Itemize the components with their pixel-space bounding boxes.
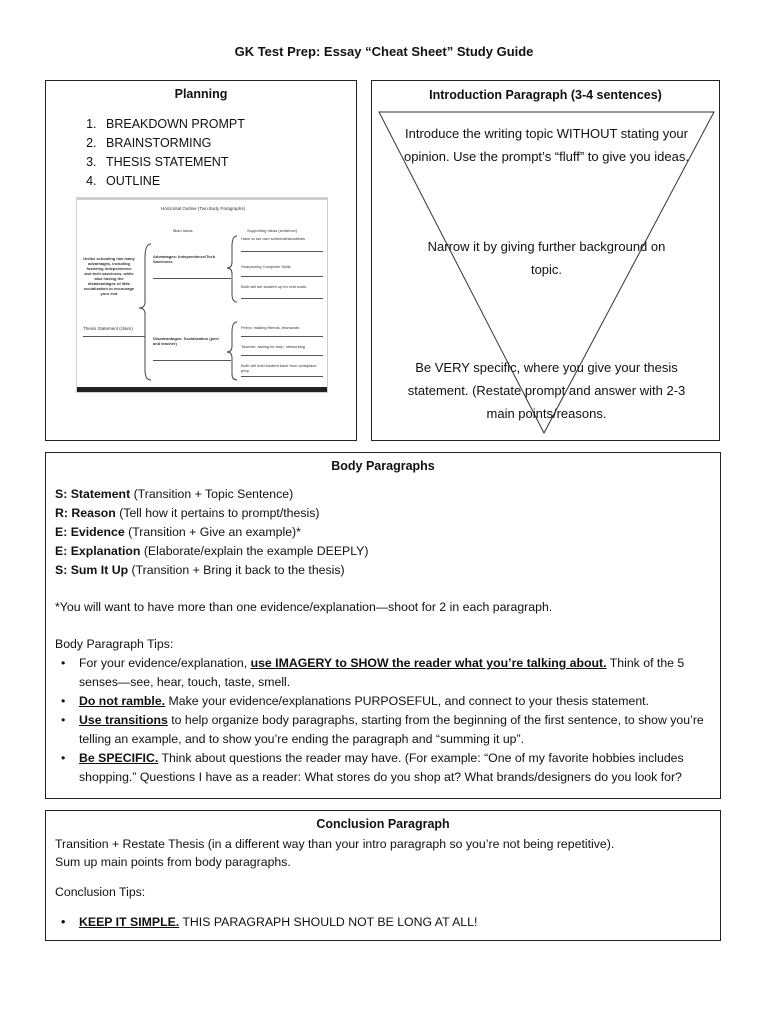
outline-prompt-text: Unlike schooling has many advantages, including fostering independence and tech-savviness, while also having the disadvantages of little socialization to encourage your end	[83, 256, 135, 296]
outline-col-main: Main Ideas	[173, 228, 193, 233]
conclusion-heading: Conclusion Paragraph	[316, 817, 450, 831]
outline-support-2b: Teacher: asking for help, networking	[241, 344, 306, 349]
body-tip: • Use transitions to help organize body paragraphs, starting from the beginning of the first sentence, to show you’re telling an example, and to show you’re ending the paragraph and “summing it up”.	[55, 711, 711, 749]
evidence-note: *You will want to have more than one evidence/explanation—shoot for 2 in each paragraph.	[55, 600, 553, 614]
planning-step: 1. BREAKDOWN PROMPT	[100, 115, 356, 134]
intro-part-1: Introduce the writing topic WITHOUT stating your opinion. Use the prompt’s “fluff” to give you ideas.	[404, 126, 689, 164]
body-tip: • For your evidence/explanation, use IMAGERY to SHOW the reader what you’re talking about. Think of the 5 senses—see, hear, touch, taste, smell.	[55, 654, 711, 692]
body-paragraphs-box	[45, 452, 721, 799]
outline-brackets	[77, 198, 329, 394]
serse-item: R: Reason (Tell how it pertains to prompt/thesis)	[55, 506, 320, 520]
outline-col-support: Supporting Ideas (evidence)	[247, 228, 298, 233]
conclusion-tips-heading: Conclusion Tips:	[55, 885, 146, 899]
body-heading: Body Paragraphs	[331, 459, 435, 473]
outline-support-2a: Peers: making friends, teamwork	[241, 325, 300, 330]
body-tips-list	[55, 654, 711, 787]
body-tips-heading: Body Paragraph Tips:	[55, 637, 174, 651]
intro-part-2: Narrow it by giving further background on topic.	[427, 239, 666, 277]
planning-heading: Planning	[174, 87, 228, 101]
planning-step: 2. BRAINSTORMING	[100, 134, 356, 153]
planning-step: 4. OUTLINE	[100, 172, 356, 191]
intro-box	[371, 80, 720, 441]
horizontal-outline-image	[76, 197, 328, 393]
planning-steps-list	[46, 115, 356, 191]
outline-support-1c: Both will set student up for real world	[241, 284, 307, 289]
planning-box	[45, 80, 357, 441]
conclusion-box	[45, 810, 721, 941]
outline-support-1b: Sharpening Computer Skills	[241, 264, 291, 269]
outline-support-2c: Both will hold student back from workplace prep	[241, 363, 317, 373]
serse-list	[55, 485, 711, 580]
conclusion-tip: • KEEP IT SIMPLE. THIS PARAGRAPH SHOULD NOT BE LONG AT ALL!	[55, 913, 711, 931]
intro-part-3: Be VERY specific, where you give your thesis statement. (Restate prompt and answer with 2-3 main points/reasons.	[407, 360, 686, 421]
outline-support-1a: Have to set own schedule/deadlines	[241, 236, 306, 241]
outline-main-1: Advantages: Independence/Tech Savviness	[153, 254, 216, 264]
serse-item: E: Explanation (Elaborate/explain the example DEEPLY)	[55, 544, 369, 558]
intro-heading: Introduction Paragraph (3-4 sentences)	[429, 88, 662, 102]
outline-main-2: Disadvantages: Socialization (peer and teacher)	[153, 336, 220, 346]
outline-thesis-label: Thesis Statement (claim)	[83, 326, 133, 331]
serse-item: S: Sum It Up (Transition + Bring it back to the thesis)	[55, 563, 345, 577]
serse-item: S: Statement (Transition + Topic Sentence)	[55, 487, 294, 501]
planning-step: 3. THESIS STATEMENT	[100, 153, 356, 172]
page-title: GK Test Prep: Essay “Cheat Sheet” Study Guide	[234, 44, 534, 59]
conclusion-line-1: Transition + Restate Thesis (in a different way than your intro paragraph so you’re not being repetitive).	[55, 837, 615, 851]
body-tip: • Be SPECIFIC. Think about questions the reader may have. (For example: “One of my favorite hobbies includes shopping.” Questions I have as a reader: What stores do you shop at? What brands/designers do you look for?	[55, 749, 711, 787]
conclusion-tips-list	[55, 913, 711, 931]
serse-item: E: Evidence (Transition + Give an example)*	[55, 525, 301, 539]
body-tip: • Do not ramble. Make your evidence/explanations PURPOSEFUL, and connect to your thesis statement.	[55, 692, 711, 711]
conclusion-line-2: Sum up main points from body paragraphs.	[55, 855, 291, 869]
outline-image-title: Horizontal Outline (Two Body Paragraphs)	[160, 206, 246, 211]
